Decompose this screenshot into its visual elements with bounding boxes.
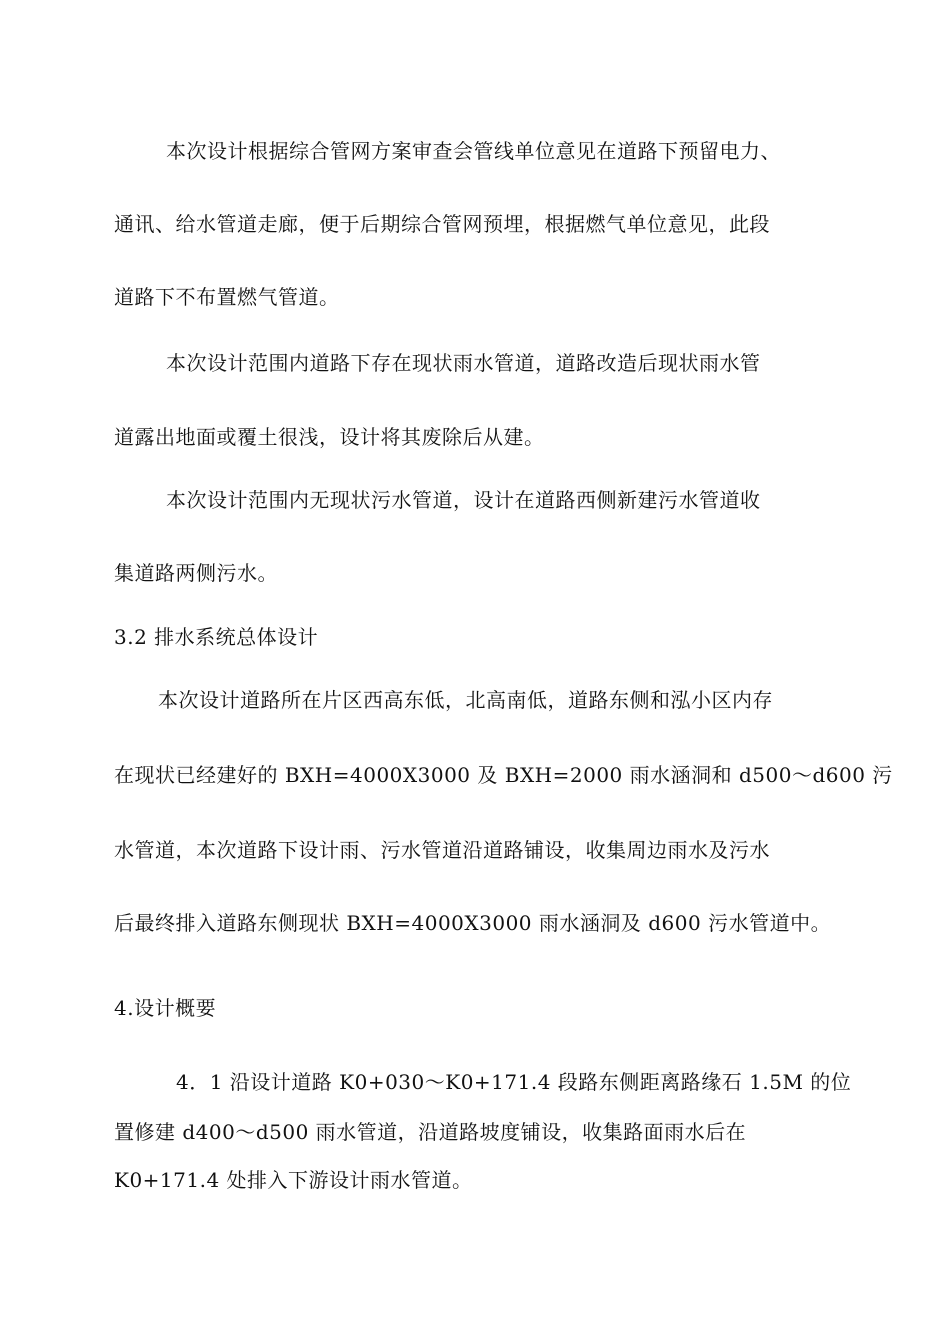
section-heading-4: 4.设计概要 [114,996,217,1020]
paragraph-5-line-2: 置修建 d400～d500 雨水管道，沿道路坡度铺设，收集路面雨水后在 [114,1120,747,1144]
paragraph-1-line-1: 本次设计根据综合管网方案审查会管线单位意见在道路下预留电力、 [166,139,781,163]
paragraph-4-line-1: 本次设计道路所在片区西高东低，北高南低，道路东侧和泓小区内存 [158,688,773,712]
paragraph-3-line-2: 集道路两侧污水。 [114,561,278,585]
paragraph-4-line-3: 水管道，本次道路下设计雨、污水管道沿道路铺设，收集周边雨水及污水 [114,838,770,862]
paragraph-2-line-1: 本次设计范围内道路下存在现状雨水管道，道路改造后现状雨水管 [166,351,761,375]
paragraph-4-line-2: 在现状已经建好的 BXH=4000X3000 及 BXH=2000 雨水涵洞和 d500～d600 污 [114,763,893,787]
paragraph-1-line-2: 通讯、给水管道走廊，便于后期综合管网预埋，根据燃气单位意见，此段 [114,212,770,236]
paragraph-5-line-1: 4．1 沿设计道路 K0+030～K0+171.4 段路东侧距离路缘石 1.5M 的位 [176,1070,852,1094]
paragraph-3-line-1: 本次设计范围内无现状污水管道，设计在道路西侧新建污水管道收 [166,488,761,512]
paragraph-1-line-3: 道路下不布置燃气管道。 [114,285,340,309]
section-heading-3-2: 3.2 排水系统总体设计 [114,625,319,649]
paragraph-4-line-4: 后最终排入道路东侧现状 BXH=4000X3000 雨水涵洞及 d600 污水管道中。 [114,911,832,935]
paragraph-2-line-2: 道露出地面或覆土很浅，设计将其废除后从建。 [114,425,545,449]
paragraph-5-line-3: K0+171.4 处排入下游设计雨水管道。 [114,1168,473,1192]
